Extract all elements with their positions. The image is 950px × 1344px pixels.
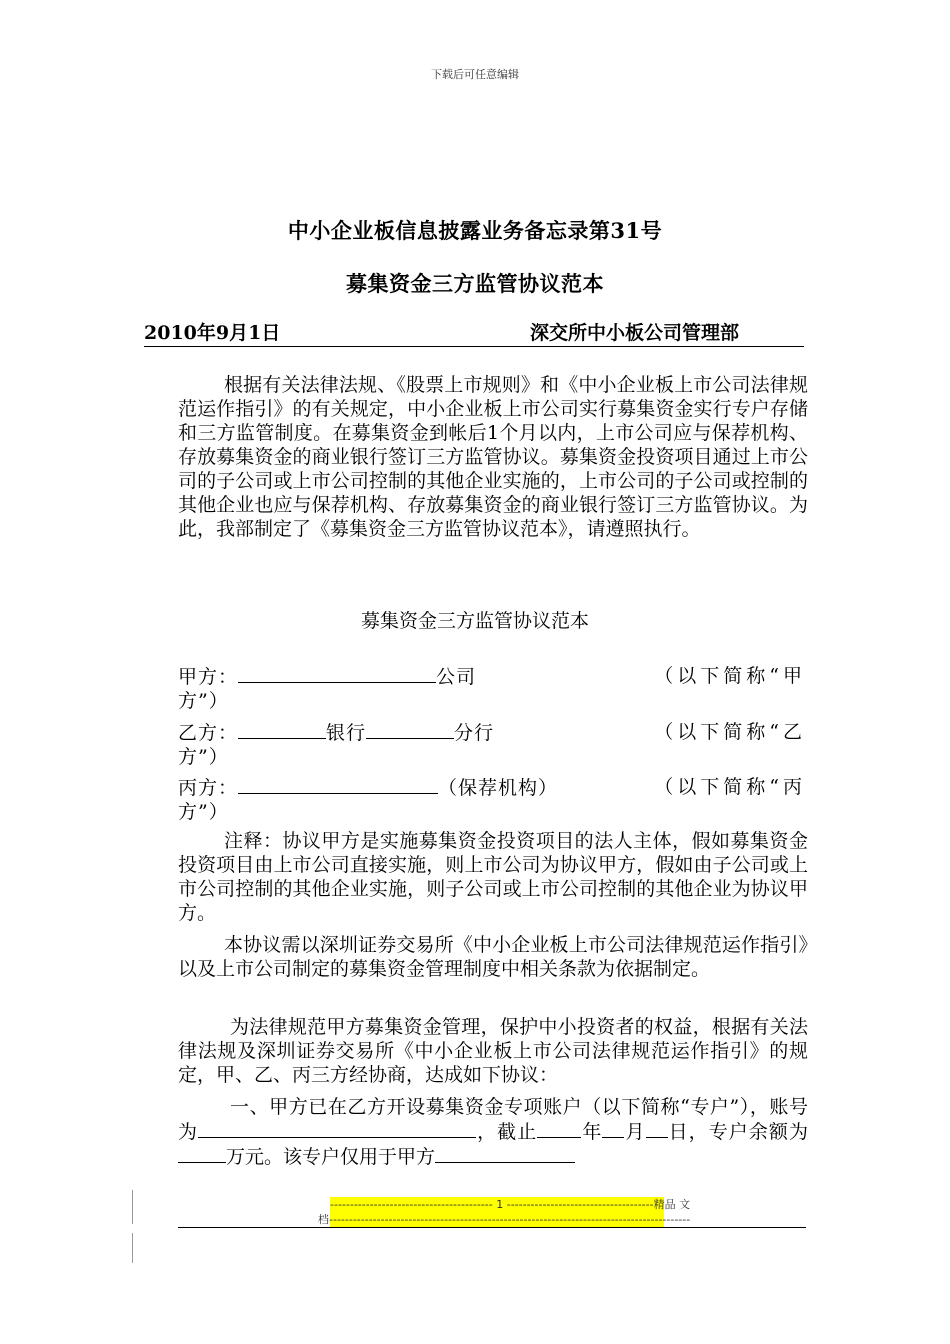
party-a-tail: 方”）	[178, 690, 229, 712]
purpose-blank[interactable]	[435, 1144, 575, 1163]
article-1-part1: 一、甲方已在乙方开设募集资金专项账户（以下简称“专户”），账号为	[178, 1096, 808, 1143]
article-1-part4: 月	[624, 1121, 646, 1143]
basis-paragraph: 本协议需以深圳证券交易所《中小企业板上市公司法律规范运作指引》以及上市公司制定的募集资金管理制度中相关条款为依据制定。	[178, 934, 808, 980]
footer-rule	[178, 1227, 806, 1228]
article-1-part6: 万元。该专户仅用于甲方	[226, 1146, 436, 1168]
agreement-title: 募集资金三方监管协议范本	[360, 610, 589, 632]
party-b-label: 乙方：	[178, 722, 239, 744]
issue-date: 2010年9月1日	[144, 322, 281, 344]
party-c-suffix: （保荐机构）	[438, 777, 559, 799]
article-1-part5: 日，专户余额为	[667, 1121, 808, 1143]
party-a-line	[178, 664, 808, 713]
party-b-suffix: 分行	[454, 722, 495, 744]
account-number-blank[interactable]	[198, 1119, 476, 1138]
party-c-label: 丙方：	[178, 777, 239, 799]
month-blank[interactable]	[602, 1119, 624, 1138]
party-b-tail: 方”）	[178, 746, 229, 768]
margin-mark	[132, 1233, 133, 1263]
party-b-branch-blank[interactable]	[366, 720, 454, 739]
party-a-note: （以下简称“甲	[654, 665, 806, 687]
margin-mark	[132, 1190, 133, 1224]
party-a-blank[interactable]	[238, 664, 436, 683]
purpose-paragraph: 为法律规范甲方募集资金管理，保护中小投资者的权益，根据有关法律法规及深圳证券交易所《中小企业板上市公司法律规范运作指引》的规定，甲、乙、丙三方经协商，达成如下协议：	[178, 1016, 808, 1086]
intro-paragraph: 根据有关法律法规、《股票上市规则》和《中小企业板上市公司法律规范运作指引》的有关规定，中小企业板上市公司实行募集资金实行专户存储和三方监管制度。在募集资金到帐后1个月以内，上市公司应与保荐机构、存放募集资金的商业银行签订三方监管协议。募集资金投资项目通过上市公司的子公司或上市公司控制的其他企业实施的，上市公司的子公司或控制的其他企业也应与保荐机构、存放募集资金的商业银行签订三方监管协议。为此，我部制定了《募集资金三方监管协议范本》，请遵照执行。	[178, 374, 808, 540]
year-blank[interactable]	[537, 1119, 581, 1138]
party-b-note: （以下简称“乙	[654, 721, 806, 743]
footer-doc-line: 档-------------------------------------------------------------------------------------------	[318, 1213, 691, 1226]
article-1-part2: ，截止	[476, 1121, 538, 1143]
party-c-note: （以下简称“丙	[654, 776, 806, 798]
party-c-line	[178, 775, 808, 824]
party-a-suffix: 公司	[436, 666, 477, 688]
document-title: 中小企业板信息披露业务备忘录第31号	[287, 218, 663, 243]
day-blank[interactable]	[646, 1119, 668, 1138]
document-subtitle: 募集资金三方监管协议范本	[346, 271, 604, 296]
party-b-bank-blank[interactable]	[238, 720, 326, 739]
issuer: 深交所中小板公司管理部	[530, 322, 740, 344]
date-issuer-line	[144, 318, 804, 347]
page-header: 下载后可任意编辑	[431, 68, 519, 81]
party-b-bank: 银行	[326, 722, 367, 744]
note-paragraph: 注释：协议甲方是实施募集资金投资项目的法人主体，假如募集资金投资项目由上市公司直接实施，则上市公司为协议甲方，假如由子公司或上市公司控制的其他企业实施，则子公司或上市公司控制的其他企业为协议甲方。	[178, 830, 808, 924]
party-a-label: 甲方：	[178, 666, 239, 688]
footer-page-line: ----------------------------------------- 1 -------------------------------------精品 文	[330, 1198, 691, 1211]
article-1-part3: 年	[581, 1121, 603, 1143]
balance-blank[interactable]	[178, 1144, 226, 1163]
party-c-tail: 方”）	[178, 801, 229, 823]
party-b-line	[178, 720, 808, 769]
party-c-blank[interactable]	[238, 775, 438, 794]
article-1-paragraph	[178, 1095, 808, 1169]
